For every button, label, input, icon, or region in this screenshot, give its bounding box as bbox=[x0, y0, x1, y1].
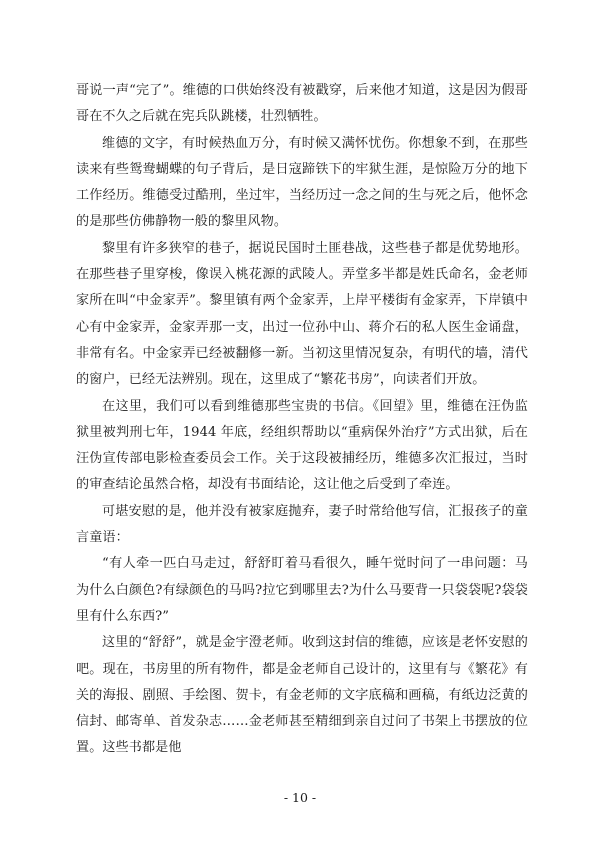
paragraph: 这里的“舒舒”，就是金宇澄老师。收到这封信的维德，应该是老怀安慰的吧。现在，书房里的所有物件，都是金老师自己设计的，这里有与《繁花》有关的海报、剧照、手绘图、贺卡，有金老师的文字底稿和画稿，有纸边泛黄的信封、邮寄单、首发杂志……金老师甚至精细到亲自过问了书架上书摆放的位置。这些书都是他 bbox=[76, 635, 528, 756]
paragraph: 可堪安慰的是，他并没有被家庭抛弃，妻子时常给他写信，汇报孩子的童言童语： bbox=[76, 503, 528, 546]
paragraph: 在这里，我们可以看到维德那些宝贵的书信。《回望》里，维德在汪伪监狱里被判刑七年，1944 年底，经组织帮助以“重病保外治疗”方式出狱，后在汪伪宣传部电影检查委员会工作。关于这段被捕经历，维德多次汇报过，当时的审查结论虽然合格，却没有书面结论，这让他之后受到了牵连。 bbox=[76, 398, 528, 493]
page-body-text bbox=[76, 78, 528, 762]
paragraph: 哥说一声“完了”。维德的口供始终没有被戳穿，后来他才知道，这是因为假哥哥在不久之后就在宪兵队跳楼，壮烈牺牲。 bbox=[76, 83, 528, 125]
page-number: - 10 - bbox=[283, 790, 317, 805]
paragraph: “有人牵一匹白马走过，舒舒盯着马看很久，睡午觉时问了一串问题：马为什么白颜色?有绿颜色的马吗?拉它到哪里去?为什么马要背一只袋袋呢?袋袋里有什么东西?” bbox=[76, 556, 528, 624]
paragraph: 维德的文字，有时候热血万分，有时候又满怀忧伤。你想象不到，在那些读来有些鸳鸯蝴蝶的句子背后，是日寇蹄铁下的牢狱生涯，是惊险万分的地下工作经历。维德受过酷刑，坐过牢，当经历过一念之间的生与死之后，他怀念的是那些仿佛静物一般的黎里风物。 bbox=[76, 135, 528, 230]
paragraph: 黎里有许多狭窄的巷子，据说民国时土匪巷战，这些巷子都是优势地形。在那些巷子里穿梭，像误入桃花源的武陵人。弄堂多半都是姓氏命名，金老师家所在叫“中金家弄”。黎里镇有两个金家弄，上岸平楼街有金家弄，下岸镇中心有中金家弄，金家弄那一支，出过一位孙中山、蒋介石的私人医生金诵盘，非常有名。中金家弄已经被翻修一新。当初这里情况复杂，有明代的墙，清代的窗户，已经无法辨别。现在，这里成了“繁花书房”，向读者们开放。 bbox=[76, 240, 528, 388]
